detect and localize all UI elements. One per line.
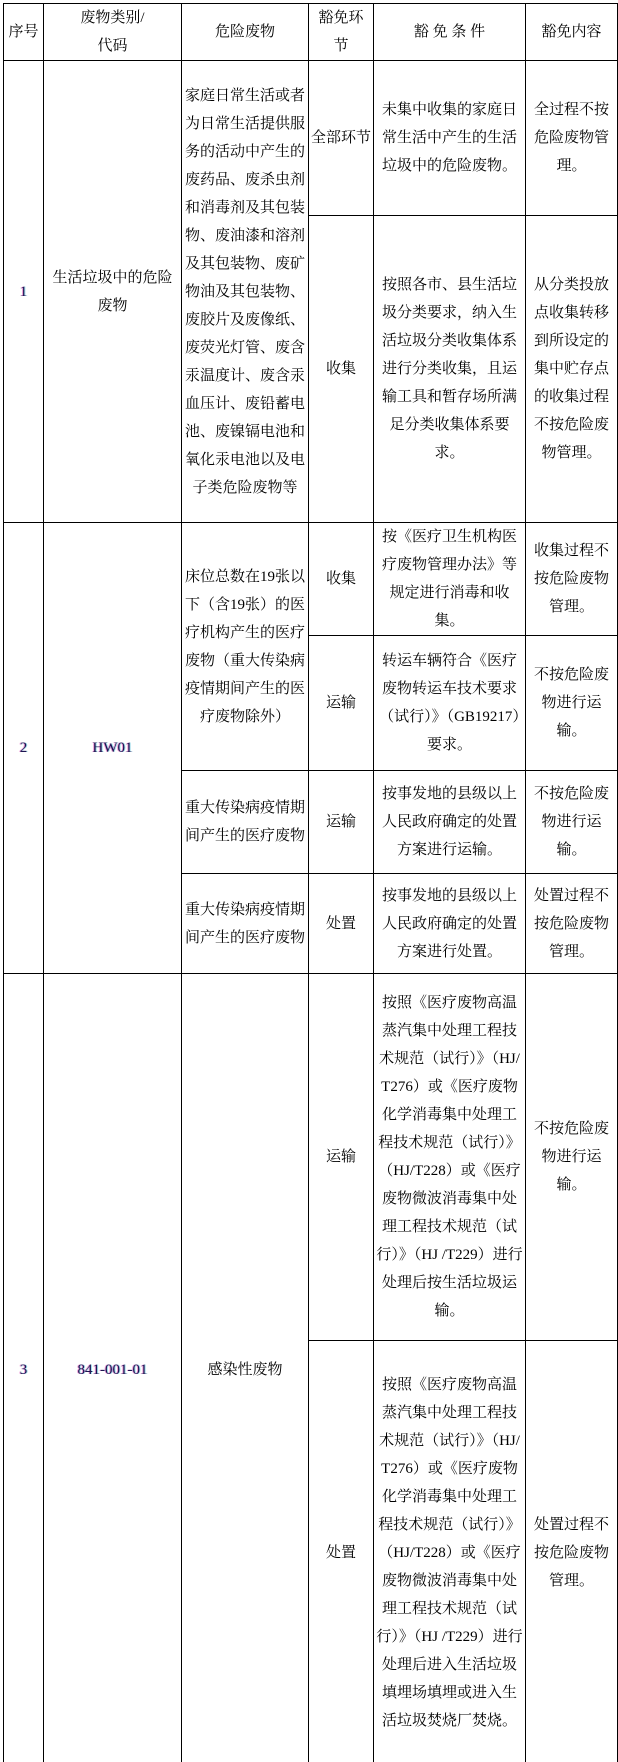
table-row [4, 974, 618, 1341]
stage-cell: 运输 [309, 771, 374, 874]
header-stage [309, 4, 374, 61]
condition-cell: 按照《医疗废物高温蒸汽集中处理工程技术规范（试行）》（HJ/T276）或《医疗废物化学消毒集中处理工程技术规范（试行）》（HJ/T228）或《医疗废物微波消毒集中处理工程技术规范（试行）》（HJ /T229）进行处理后按生活垃圾运输。 [374, 974, 526, 1341]
table-header-row [4, 4, 618, 61]
serial-cell-2: 2 [4, 523, 44, 974]
content-cell: 不按危险废物进行运输。 [526, 636, 618, 771]
header-condition: 豁 免 条 件 [374, 4, 526, 61]
waste-cell-1: 家庭日常生活或者为日常生活提供服务的活动中产生的废药品、废杀虫剂和消毒剂及其包装物、废油漆和溶剂及其包装物、废矿物油及其包装物、废胶片及废像纸、废荧光灯管、废含汞温度计、废含汞血压计、废铅蓄电池、废镍镉电池和氧化汞电池以及电子类危险废物等 [182, 61, 309, 523]
header-category-line2: 代码 [97, 38, 128, 54]
header-serial: 序号 [4, 4, 44, 61]
header-category-line1: 废物类别/ [80, 10, 145, 26]
stage-cell: 运输 [309, 636, 374, 771]
stage-cell: 收集 [309, 216, 374, 523]
condition-cell: 按事发地的县级以上人民政府确定的处置方案进行运输。 [374, 771, 526, 874]
condition-cell: 按事发地的县级以上人民政府确定的处置方案进行处置。 [374, 874, 526, 974]
hazardous-waste-exemption-table [3, 3, 618, 1762]
waste-cell-3: 感染性废物 [182, 974, 309, 1762]
condition-cell: 按照各市、县生活垃圾分类要求，纳入生活垃圾分类收集体系进行分类收集，且运输工具和暂存场所满足分类收集体系要求。 [374, 216, 526, 523]
serial-cell-3: 3 [4, 974, 44, 1762]
stage-cell: 处置 [309, 874, 374, 974]
category-cell-1: 生活垃圾中的危险废物 [44, 61, 182, 523]
content-cell: 处置过程不按危险废物管理。 [526, 1341, 618, 1762]
waste-cell-2b: 重大传染病疫情期间产生的医疗废物 [182, 771, 309, 874]
header-category [44, 4, 182, 61]
condition-cell: 按照《医疗废物高温蒸汽集中处理工程技术规范（试行）》（HJ/T276）或《医疗废物化学消毒集中处理工程技术规范（试行）》（HJ/T228）或《医疗废物微波消毒集中处理工程技术规范（试行）》（HJ /T229）进行处理后进入生活垃圾填埋场填埋或进入生活垃圾焚烧厂焚烧。 [374, 1341, 526, 1762]
header-stage-line2: 节 [333, 38, 349, 54]
condition-cell: 未集中收集的家庭日常生活中产生的生活垃圾中的危险废物。 [374, 61, 526, 216]
waste-cell-2c: 重大传染病疫情期间产生的医疗废物 [182, 874, 309, 974]
content-cell: 全过程不按危险废物管理。 [526, 61, 618, 216]
stage-cell: 全部环节 [309, 61, 374, 216]
stage-cell: 处置 [309, 1341, 374, 1762]
content-cell: 处置过程不按危险废物管理。 [526, 874, 618, 974]
serial-cell-1: 1 [4, 61, 44, 523]
header-content: 豁免内容 [526, 4, 618, 61]
category-cell-3: 841-001-01 [44, 974, 182, 1762]
stage-cell: 运输 [309, 974, 374, 1341]
content-cell: 不按危险废物进行运输。 [526, 974, 618, 1341]
waste-cell-2a: 床位总数在19张以下（含19张）的医疗机构产生的医疗废物（重大传染病疫情期间产生的医疗废物除外） [182, 523, 309, 771]
header-stage-line1: 豁免环 [318, 10, 364, 26]
content-cell: 不按危险废物进行运输。 [526, 771, 618, 874]
table-row [4, 61, 618, 216]
header-waste: 危险废物 [182, 4, 309, 61]
stage-cell: 收集 [309, 523, 374, 636]
category-cell-2: HW01 [44, 523, 182, 974]
condition-cell: 转运车辆符合《医疗废物转运车技术要求（试行）》（GB19217）要求。 [374, 636, 526, 771]
content-cell: 从分类投放点收集转移到所设定的集中贮存点的收集过程不按危险废物管理。 [526, 216, 618, 523]
table-row [4, 523, 618, 636]
condition-cell: 按《医疗卫生机构医疗废物管理办法》等规定进行消毒和收集。 [374, 523, 526, 636]
content-cell: 收集过程不按危险废物管理。 [526, 523, 618, 636]
